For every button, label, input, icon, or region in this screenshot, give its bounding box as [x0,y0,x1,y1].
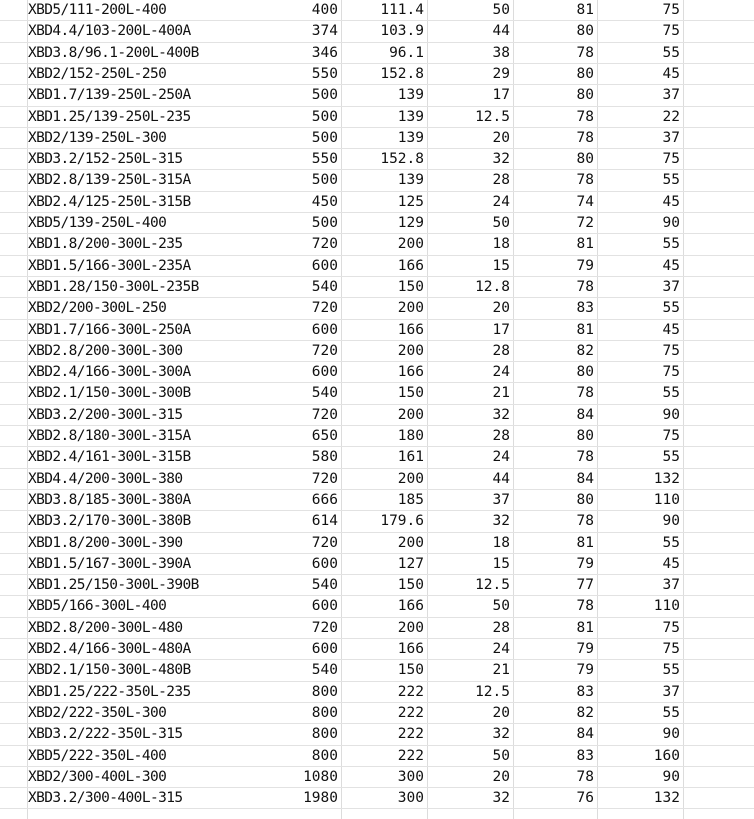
value-cell[interactable]: 78 [576,768,594,785]
value-cell[interactable]: 152.8 [380,65,424,82]
table-row [0,682,754,703]
value-cell[interactable]: 18 [492,534,510,551]
value-cell[interactable]: 720 [311,470,338,487]
value-cell[interactable]: 550 [311,65,338,82]
value-cell[interactable]: 84 [576,726,594,743]
value-cell[interactable]: 32 [492,151,510,168]
value-cell[interactable]: 600 [311,598,338,615]
value-cell[interactable]: 45 [662,257,680,274]
value-cell[interactable]: 720 [311,236,338,253]
value-cell[interactable]: 110 [653,491,680,508]
value-cell[interactable]: 300 [397,768,424,785]
table-row [0,341,754,362]
table-row [0,447,754,468]
value-cell[interactable]: 90 [662,406,680,423]
table-row [0,724,754,745]
value-cell[interactable]: 222 [397,747,424,764]
value-cell[interactable]: 200 [397,406,424,423]
value-cell[interactable]: 84 [576,406,594,423]
table-row [0,128,754,149]
value-cell[interactable]: 185 [397,491,424,508]
model-cell[interactable]: XBD2/152-250L-250 [28,65,167,82]
value-cell[interactable]: 72 [576,215,594,231]
value-cell[interactable]: 132 [653,790,680,807]
value-cell[interactable]: 20 [492,704,510,721]
model-cell[interactable]: XBD1.5/166-300L-235A [28,257,191,274]
value-cell[interactable]: 44 [492,470,510,487]
value-cell[interactable]: 17 [492,321,510,338]
table-row [0,405,754,426]
value-cell[interactable]: 450 [311,193,338,210]
table-row [0,107,754,128]
value-cell[interactable]: 800 [311,683,338,700]
value-cell[interactable]: 75 [662,428,680,444]
value-cell[interactable]: 103.9 [380,23,424,40]
table-row [0,596,754,617]
value-cell[interactable]: 37 [662,683,680,700]
value-cell[interactable]: 400 [311,2,338,18]
value-cell[interactable]: 300 [397,790,424,807]
value-cell[interactable]: 15 [492,555,510,572]
value-cell[interactable]: 24 [492,193,510,210]
value-cell[interactable]: 90 [662,513,680,530]
value-cell[interactable]: 32 [492,513,510,530]
value-cell[interactable]: 222 [397,726,424,743]
table-row [0,533,754,554]
value-cell[interactable]: 166 [397,257,424,274]
model-cell[interactable]: XBD5/139-250L-400 [28,215,167,231]
value-cell[interactable]: 90 [662,726,680,743]
model-cell[interactable]: XBD1.25/150-300L-390B [28,577,199,594]
value-cell[interactable]: 45 [662,555,680,572]
value-cell[interactable]: 29 [492,65,510,82]
value-cell[interactable]: 83 [576,683,594,700]
value-cell[interactable]: 50 [492,2,510,18]
model-cell[interactable]: XBD3.2/200-300L-315 [28,406,183,423]
value-cell[interactable]: 90 [662,768,680,785]
table-row [0,703,754,724]
value-cell[interactable]: 75 [662,342,680,359]
value-cell[interactable]: 150 [397,577,424,594]
value-cell[interactable]: 180 [397,428,424,444]
value-cell[interactable]: 200 [397,470,424,487]
value-cell[interactable]: 614 [311,513,338,530]
table-row [0,85,754,106]
value-cell[interactable]: 20 [492,129,510,146]
value-cell[interactable]: 37 [662,278,680,295]
value-cell[interactable]: 45 [662,193,680,210]
value-cell[interactable]: 78 [576,278,594,295]
value-cell[interactable]: 139 [397,108,424,125]
value-cell[interactable]: 55 [662,236,680,253]
value-cell[interactable]: 125 [397,193,424,210]
value-cell[interactable]: 550 [311,151,338,168]
value-cell[interactable]: 80 [576,87,594,104]
value-cell[interactable]: 200 [397,534,424,551]
table-row [0,575,754,596]
value-cell[interactable]: 78 [576,108,594,125]
value-cell[interactable]: 540 [311,278,338,295]
value-cell[interactable]: 55 [662,385,680,402]
value-cell[interactable]: 50 [492,598,510,615]
value-cell[interactable]: 81 [576,321,594,338]
value-cell[interactable]: 21 [492,662,510,679]
value-cell[interactable]: 90 [662,215,680,231]
table-row [0,618,754,639]
value-cell[interactable]: 78 [576,449,594,466]
model-cell[interactable]: XBD4.4/103-200L-400A [28,23,191,40]
value-cell[interactable]: 45 [662,321,680,338]
value-cell[interactable]: 200 [397,342,424,359]
value-cell[interactable]: 139 [397,129,424,146]
table-row [0,21,754,42]
model-cell[interactable]: XBD5/166-300L-400 [28,598,167,615]
table-row [0,213,754,234]
value-cell[interactable]: 50 [492,747,510,764]
value-cell[interactable]: 12.8 [475,278,510,295]
table-row [0,43,754,64]
table-row [0,426,754,447]
value-cell[interactable]: 540 [311,662,338,679]
table-row [0,0,754,21]
value-cell[interactable]: 540 [311,385,338,402]
value-cell[interactable]: 15 [492,257,510,274]
value-cell[interactable]: 83 [576,747,594,764]
value-cell[interactable]: 55 [662,172,680,189]
model-cell[interactable]: XBD1.7/139-250L-250A [28,87,191,104]
value-cell[interactable]: 78 [576,385,594,402]
value-cell[interactable]: 75 [662,2,680,18]
value-cell[interactable]: 720 [311,534,338,551]
model-cell[interactable]: XBD3.2/222-350L-315 [28,726,183,743]
model-cell[interactable]: XBD1.8/200-300L-390 [28,534,183,551]
value-cell[interactable]: 96.1 [389,44,424,61]
value-cell[interactable]: 32 [492,726,510,743]
value-cell[interactable]: 24 [492,449,510,466]
model-cell[interactable]: XBD2.4/166-300L-300A [28,364,191,381]
value-cell[interactable]: 12.5 [475,683,510,700]
value-cell[interactable]: 129 [397,215,424,231]
table-row [0,256,754,277]
value-cell[interactable]: 50 [492,215,510,231]
table-row [0,788,754,809]
value-cell[interactable]: 21 [492,385,510,402]
value-cell[interactable]: 28 [492,342,510,359]
value-cell[interactable]: 500 [311,87,338,104]
value-cell[interactable]: 24 [492,641,510,657]
value-cell[interactable]: 600 [311,364,338,381]
table-row [0,362,754,383]
value-cell[interactable]: 78 [576,129,594,146]
table-row [0,469,754,490]
value-cell[interactable]: 32 [492,790,510,807]
value-cell[interactable]: 139 [397,172,424,189]
value-cell[interactable]: 45 [662,65,680,82]
value-cell[interactable]: 28 [492,172,510,189]
model-cell[interactable]: XBD2.4/166-300L-480A [28,641,191,657]
value-cell[interactable]: 75 [662,619,680,636]
model-cell[interactable]: XBD2.4/161-300L-315B [28,449,191,466]
value-cell[interactable]: 82 [576,342,594,359]
value-cell[interactable]: 110 [653,598,680,615]
value-cell[interactable]: 79 [576,257,594,274]
value-cell[interactable]: 150 [397,662,424,679]
table-row [0,554,754,575]
value-cell[interactable]: 22 [662,108,680,125]
value-cell[interactable]: 24 [492,364,510,381]
value-cell[interactable]: 161 [397,449,424,466]
value-cell[interactable]: 540 [311,577,338,594]
value-cell[interactable]: 166 [397,364,424,381]
table-row [0,660,754,681]
value-cell[interactable]: 55 [662,704,680,721]
model-cell[interactable]: XBD2.4/125-250L-315B [28,193,191,210]
value-cell[interactable]: 18 [492,236,510,253]
value-cell[interactable]: 74 [576,193,594,210]
table-row [0,511,754,532]
value-cell[interactable]: 78 [576,44,594,61]
value-cell[interactable]: 80 [576,151,594,168]
table-row [0,298,754,319]
value-cell[interactable]: 81 [576,236,594,253]
value-cell[interactable]: 500 [311,108,338,125]
value-cell[interactable]: 720 [311,619,338,636]
value-cell[interactable]: 152.8 [380,151,424,168]
value-cell[interactable]: 55 [662,449,680,466]
value-cell[interactable]: 37 [662,577,680,594]
value-cell[interactable]: 166 [397,598,424,615]
value-cell[interactable]: 28 [492,428,510,444]
model-cell[interactable]: XBD1.28/150-300L-235B [28,278,199,295]
value-cell[interactable]: 37 [662,129,680,146]
table-row [0,639,754,660]
model-cell[interactable]: XBD3.8/96.1-200L-400B [28,44,199,61]
value-cell[interactable]: 160 [653,747,680,764]
value-cell[interactable]: 80 [576,428,594,444]
model-cell[interactable]: XBD2.1/150-300L-480B [28,662,191,679]
value-cell[interactable]: 28 [492,619,510,636]
model-cell[interactable]: XBD1.5/167-300L-390A [28,555,191,572]
value-cell[interactable]: 38 [492,44,510,61]
value-cell[interactable]: 222 [397,704,424,721]
value-cell[interactable]: 44 [492,23,510,40]
model-cell[interactable]: XBD1.8/200-300L-235 [28,236,183,253]
value-cell[interactable]: 79 [576,641,594,657]
table-row [0,192,754,213]
value-cell[interactable]: 200 [397,236,424,253]
table-row [0,767,754,788]
value-cell[interactable]: 79 [576,662,594,679]
value-cell[interactable]: 600 [311,641,338,657]
model-cell[interactable]: XBD2.8/200-300L-300 [28,342,183,359]
value-cell[interactable]: 150 [397,385,424,402]
value-cell[interactable]: 600 [311,257,338,274]
value-cell[interactable]: 55 [662,44,680,61]
model-cell[interactable]: XBD2/222-350L-300 [28,704,167,721]
model-cell[interactable]: XBD3.2/170-300L-380B [28,513,191,530]
model-cell[interactable]: XBD1.25/222-350L-235 [28,683,191,700]
value-cell[interactable]: 81 [576,619,594,636]
table-row [0,149,754,170]
table-row [0,64,754,85]
value-cell[interactable]: 179.6 [380,513,424,530]
value-cell[interactable]: 150 [397,278,424,295]
value-cell[interactable]: 20 [492,768,510,785]
value-cell[interactable]: 720 [311,300,338,317]
value-cell[interactable]: 12.5 [475,108,510,125]
model-cell[interactable]: XBD3.2/300-400L-315 [28,790,183,807]
value-cell[interactable]: 55 [662,662,680,679]
value-cell[interactable]: 800 [311,726,338,743]
value-cell[interactable]: 200 [397,300,424,317]
value-cell[interactable]: 20 [492,300,510,317]
value-cell[interactable]: 111.4 [380,2,424,18]
value-cell[interactable]: 166 [397,321,424,338]
value-cell[interactable]: 127 [397,555,424,572]
value-cell[interactable]: 200 [397,619,424,636]
model-cell[interactable]: XBD2.8/180-300L-315A [28,428,191,444]
model-cell[interactable]: XBD4.4/200-300L-380 [28,470,183,487]
value-cell[interactable]: 1980 [303,790,338,807]
value-cell[interactable]: 17 [492,87,510,104]
table-row [0,490,754,511]
value-cell[interactable]: 77 [576,577,594,594]
value-cell[interactable]: 222 [397,683,424,700]
value-cell[interactable]: 78 [576,598,594,615]
value-cell[interactable]: 80 [576,364,594,381]
table-row [0,383,754,404]
value-cell[interactable]: 37 [662,87,680,104]
value-cell[interactable]: 132 [653,470,680,487]
value-cell[interactable]: 78 [576,172,594,189]
model-cell[interactable]: XBD2.1/150-300L-300B [28,385,191,402]
value-cell[interactable]: 500 [311,215,338,231]
table-row [0,277,754,298]
value-cell[interactable]: 80 [576,23,594,40]
table-row [0,170,754,191]
value-cell[interactable]: 500 [311,129,338,146]
value-cell[interactable]: 37 [492,491,510,508]
value-cell[interactable]: 78 [576,513,594,530]
value-cell[interactable]: 12.5 [475,577,510,594]
value-cell[interactable]: 800 [311,704,338,721]
value-cell[interactable]: 32 [492,406,510,423]
value-cell[interactable]: 81 [576,2,594,18]
model-cell[interactable]: XBD2.8/200-300L-480 [28,619,183,636]
value-cell[interactable]: 1080 [303,768,338,785]
model-cell[interactable]: XBD2/300-400L-300 [28,768,167,785]
value-cell[interactable]: 75 [662,641,680,657]
model-cell[interactable]: XBD1.7/166-300L-250A [28,321,191,338]
model-cell[interactable]: XBD1.25/139-250L-235 [28,108,191,125]
model-cell[interactable]: XBD5/111-200L-400 [28,2,167,18]
value-cell[interactable]: 75 [662,364,680,381]
value-cell[interactable]: 84 [576,470,594,487]
value-cell[interactable]: 82 [576,704,594,721]
value-cell[interactable]: 75 [662,23,680,40]
value-cell[interactable]: 81 [576,534,594,551]
value-cell[interactable]: 720 [311,406,338,423]
value-cell[interactable]: 79 [576,555,594,572]
value-cell[interactable]: 374 [311,23,338,40]
value-cell[interactable]: 600 [311,555,338,572]
value-cell[interactable]: 83 [576,300,594,317]
model-cell[interactable]: XBD3.2/152-250L-315 [28,151,183,168]
value-cell[interactable]: 500 [311,172,338,189]
value-cell[interactable]: 650 [311,428,338,444]
value-cell[interactable]: 76 [576,790,594,807]
value-cell[interactable]: 80 [576,65,594,82]
value-cell[interactable]: 666 [311,491,338,508]
value-cell[interactable]: 800 [311,747,338,764]
value-cell[interactable]: 166 [397,641,424,657]
value-cell[interactable]: 346 [311,44,338,61]
value-cell[interactable]: 55 [662,534,680,551]
value-cell[interactable]: 55 [662,300,680,317]
table-row [0,746,754,767]
model-cell[interactable]: XBD2.8/139-250L-315A [28,172,191,189]
value-cell[interactable]: 75 [662,151,680,168]
model-cell[interactable]: XBD5/222-350L-400 [28,747,167,764]
value-cell[interactable]: 580 [311,449,338,466]
table-row [0,234,754,255]
table-row [0,320,754,341]
model-cell[interactable]: XBD2/200-300L-250 [28,300,167,317]
value-cell[interactable]: 720 [311,342,338,359]
model-cell[interactable]: XBD2/139-250L-300 [28,129,167,146]
value-cell[interactable]: 600 [311,321,338,338]
value-cell[interactable]: 80 [576,491,594,508]
value-cell[interactable]: 139 [397,87,424,104]
model-cell[interactable]: XBD3.8/185-300L-380A [28,491,191,508]
